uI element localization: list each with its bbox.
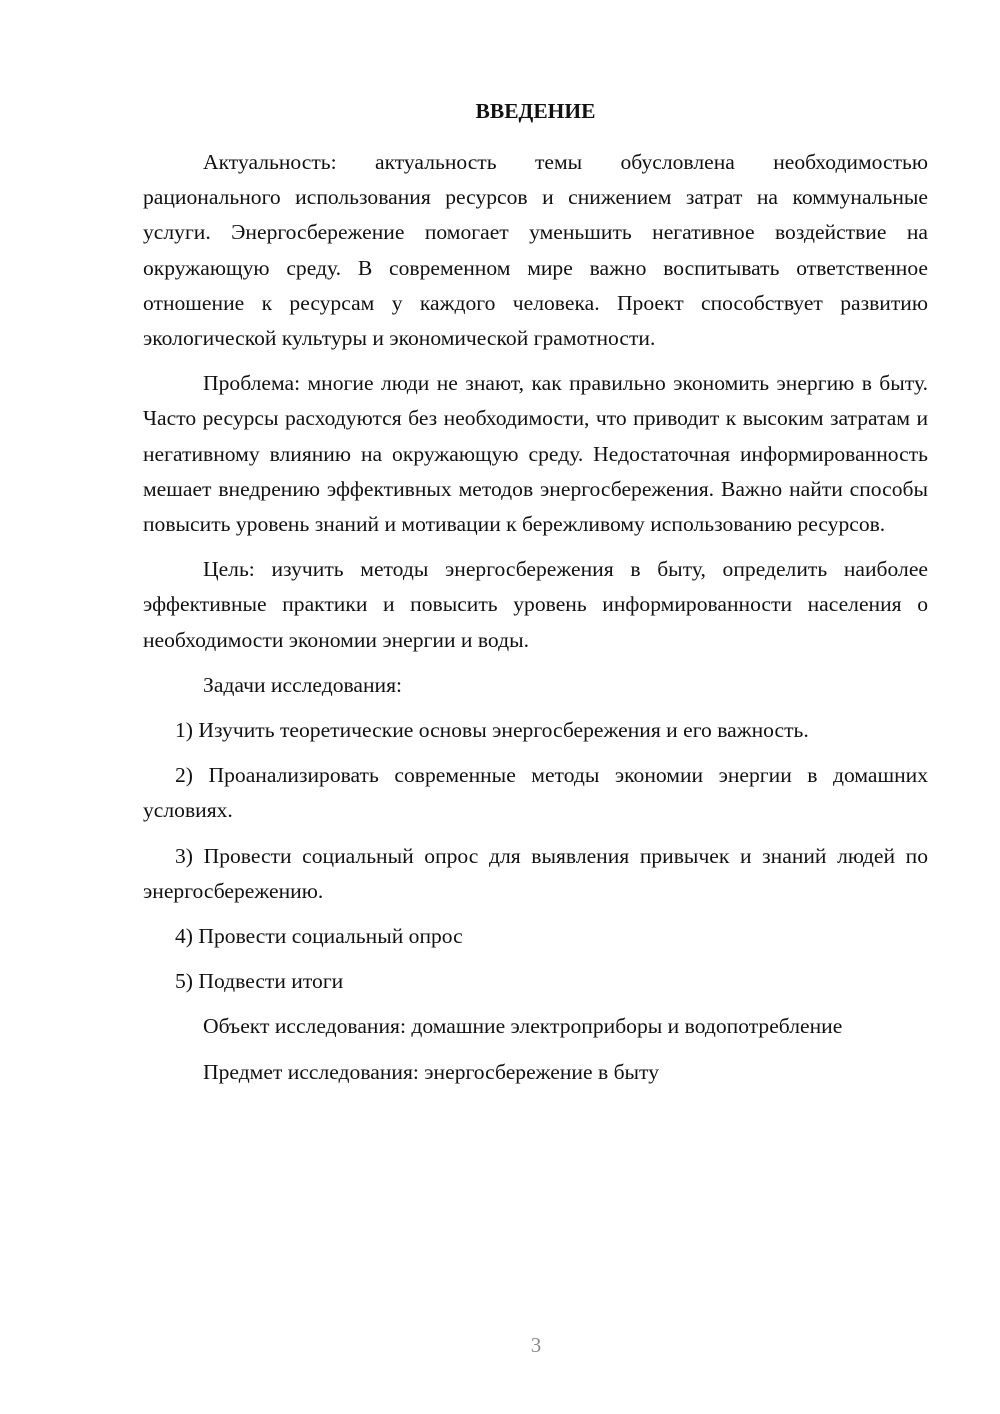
page-content	[143, 96, 928, 1100]
research-object: Объект исследования: домашние электроприборы и водопотребление	[203, 1014, 843, 1039]
tasks-heading: Задачи исследования:	[203, 672, 403, 697]
section-title: ВВЕДЕНИЕ	[475, 99, 596, 123]
problem-paragraph: Проблема: многие люди не знают, как правильно экономить энергию в быту. Часто ресурсы расходуются без необходимости, что приводит к высоким затратам и негативному влиянию на окружающую среду. Недостаточная информированность мешает внедрению эффективных методов энергосбережения. Важно найти способы повысить уровень знаний и мотивации к бережливому использованию ресурсов.	[143, 371, 928, 537]
goal-paragraph: Цель: изучить методы энергосбережения в быту, определить наиболее эффективные практики и повысить уровень информированности населения о необходимости экономии энергии и воды.	[143, 557, 928, 652]
task-item-5: 5) Подвести итоги	[175, 969, 344, 994]
task-item-3: 3) Провести социальный опрос для выявления привычек и знаний людей по энергосбережению.	[143, 843, 928, 903]
page-number: 3	[530, 1333, 542, 1357]
relevance-paragraph: Актуальность: актуальность темы обусловлена необходимостью рационального использования ресурсов и снижением затрат на коммунальные услуги. Энергосбережение помогает уменьшить негативное воздействие на окружающую среду. В современном мире важно воспитывать ответственное отношение к ресурсам у каждого человека. Проект способствует развитию экологической культуры и экономической грамотности.	[143, 150, 928, 351]
task-item-2: 2) Проанализировать современные методы экономии энергии в домашних условиях.	[143, 763, 928, 823]
task-item-4: 4) Провести социальный опрос	[175, 924, 463, 949]
task-item-1: 1) Изучить теоретические основы энергосбережения и его важность.	[175, 718, 809, 743]
research-subject: Предмет исследования: энергосбережение в быту	[203, 1059, 660, 1084]
